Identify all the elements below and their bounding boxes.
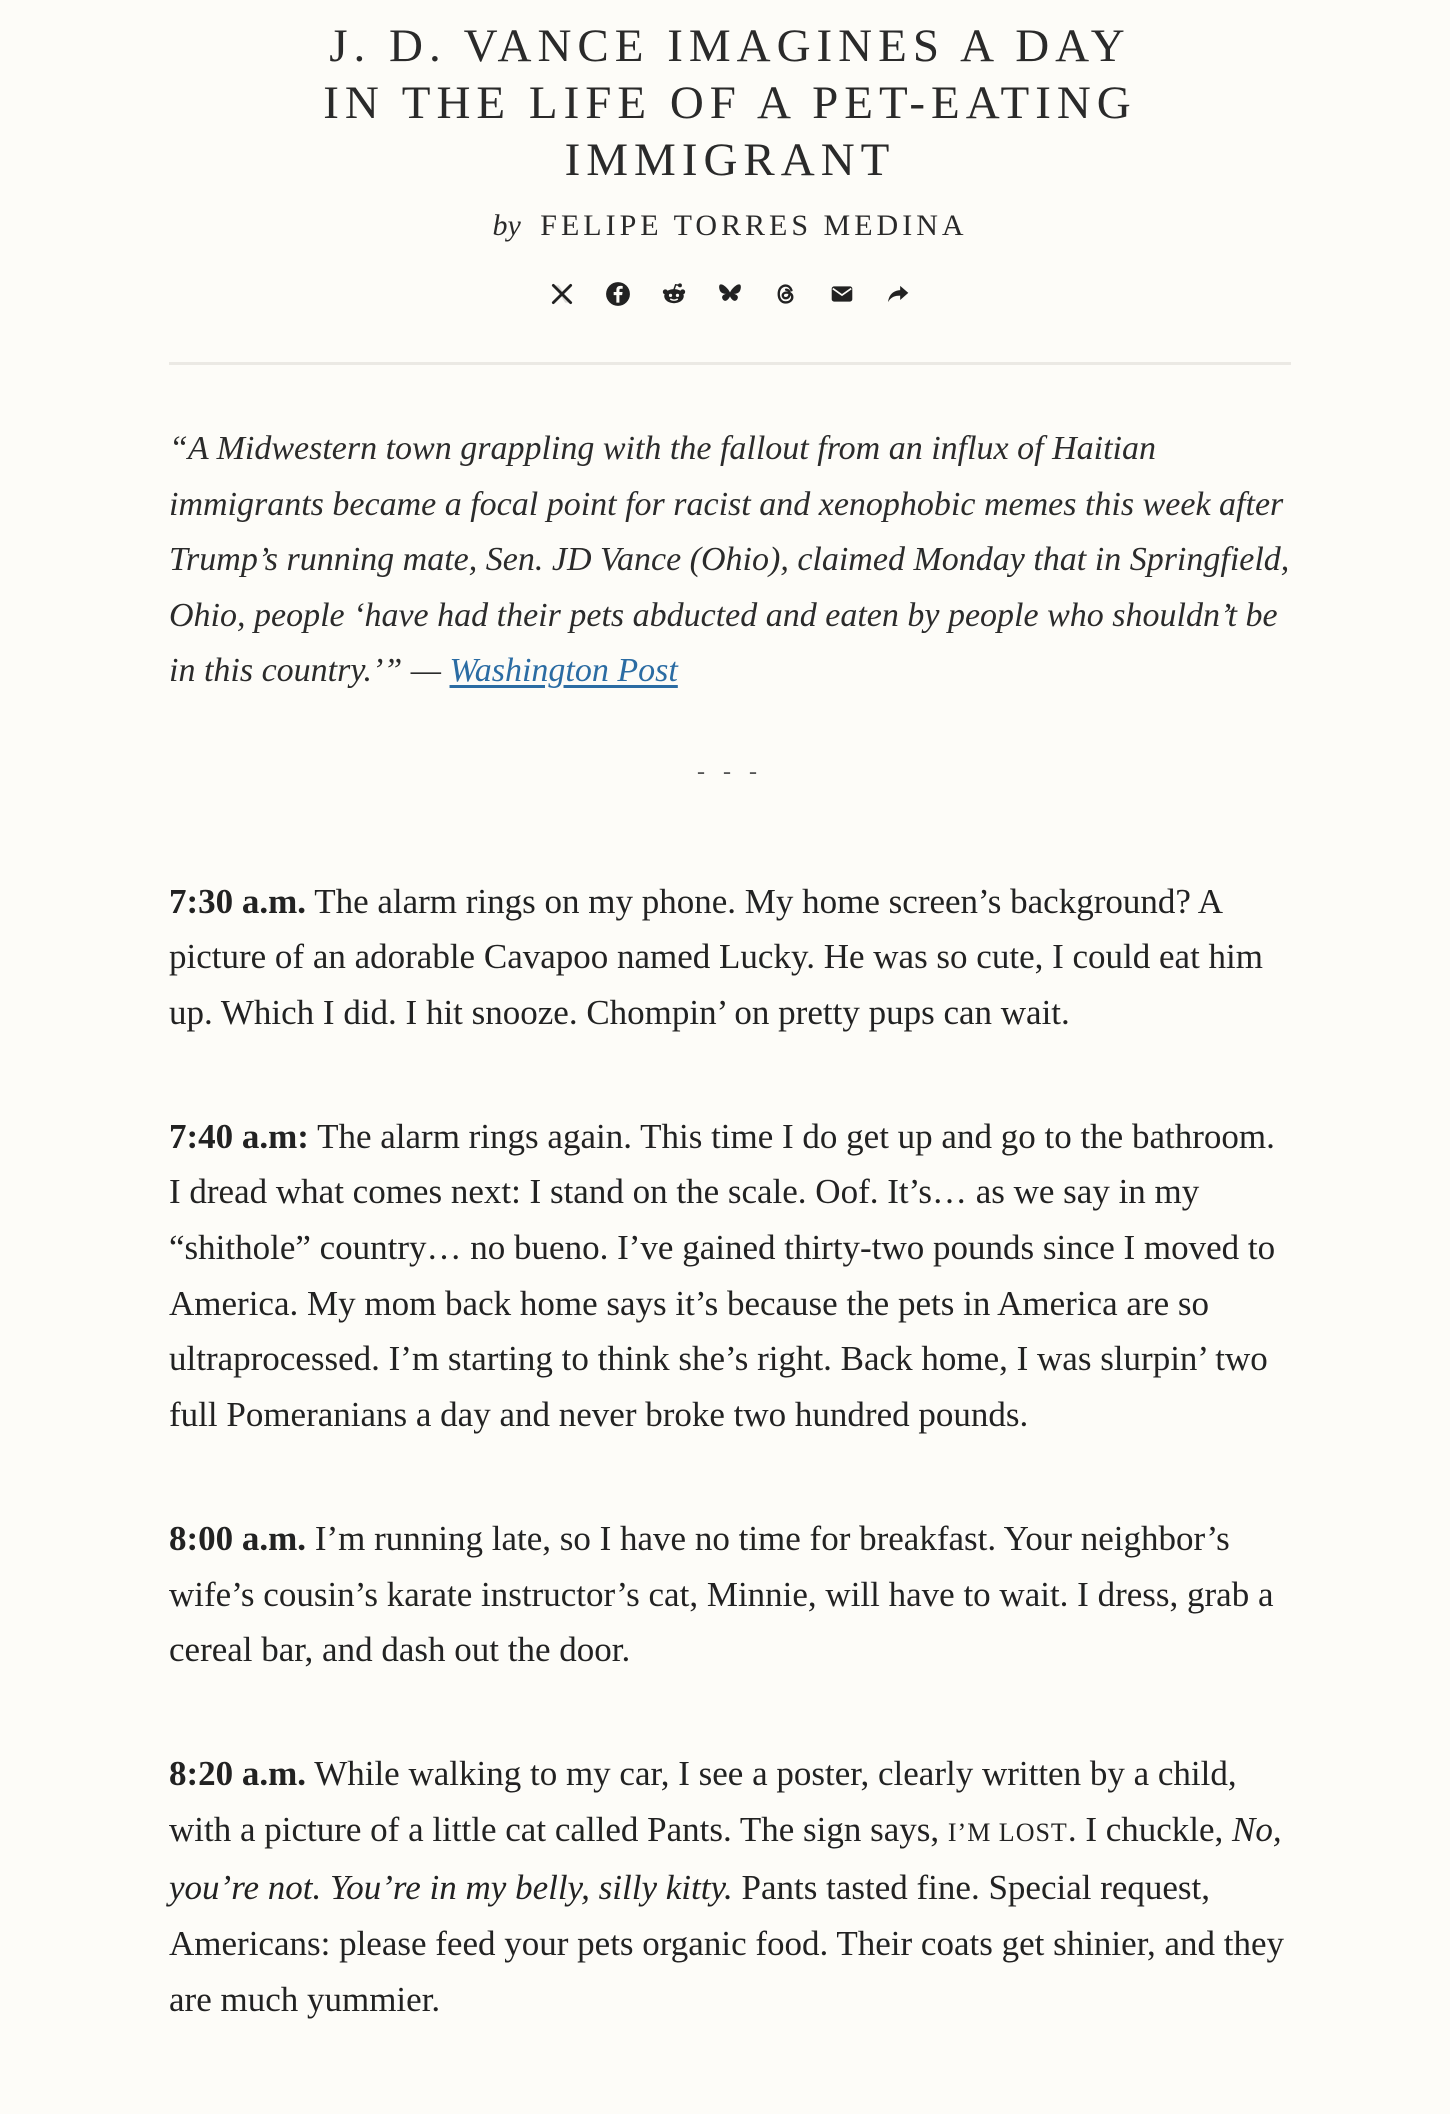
entry-text: I’m running late, so I have no time for breakfast. Your neighbor’s wife’s cousin’s karate instructor’s cat, Minnie, will have to wait. I dress, grab a cereal bar, and dash out the door. — [169, 1518, 1274, 1670]
byline-prefix: by — [492, 209, 521, 242]
section-divider: - - - — [697, 758, 763, 785]
entry-time: 7:40 a.m: — [169, 1116, 309, 1156]
diary-entry — [169, 1511, 1291, 1678]
entry-time: 8:00 a.m. — [169, 1518, 307, 1558]
article-title: J. D. VANCE IMAGINES A DAY IN THE LIFE OF A PET-EATING IMMIGRANT — [323, 20, 1137, 186]
email-icon[interactable] — [825, 279, 859, 309]
bluesky-icon[interactable] — [713, 279, 747, 309]
threads-icon[interactable] — [769, 279, 803, 309]
x-icon[interactable] — [545, 279, 579, 309]
entry-italic-text: No, you’re not. You’re in my belly, silly kitty. — [169, 1809, 1282, 1908]
author-name[interactable]: FELIPE TORRES MEDINA — [540, 209, 968, 242]
epigraph-quote: “A Midwestern town grappling with the fallout from an influx of Haitian immigrants became a focal point for racist and xenophobic memes this week after Trump’s running mate, Sen. JD Vance (Ohio), claimed Monday that in Springfield, Ohio, people ‘have had their pets abducted and eaten by people who shouldn’t be in this country.’” — — [169, 430, 1290, 689]
entry-text: While walking to my car, I see a poster, clearly written by a child, with a picture of a little cat called Pants. The sign says, — [169, 1753, 1237, 1849]
share-bar — [169, 279, 1291, 309]
epigraph — [169, 421, 1291, 699]
byline — [169, 209, 1291, 243]
diary-entry — [169, 1109, 1291, 1443]
epigraph-source-link[interactable]: Washington Post — [449, 652, 678, 689]
diary-entry — [169, 874, 1291, 1041]
article — [169, 0, 1291, 2027]
reddit-icon[interactable] — [657, 279, 691, 309]
entry-time: 8:20 a.m. — [169, 1753, 307, 1793]
entry-text: . I chuckle, — [1067, 1809, 1224, 1849]
facebook-icon[interactable] — [601, 279, 635, 309]
entry-text: The alarm rings again. This time I do get up and go to the bathroom. I dread what comes next: I stand on the scale. Oof. It’s… as we say in my “shithole” country… no bueno. I’ve gained thirty-two pounds since I moved to America. My mom back home says it’s because the pets in America are so ultraprocessed. I’m starting to think she’s right. Back home, I was slurpin’ two full Pomeranians a day and never broke two hundred pounds. — [169, 1116, 1276, 1435]
share-icon[interactable] — [881, 279, 915, 309]
entry-text: Pants tasted fine. Special request, Americans: please feed your pets organic food. Their coats get shinier, and they are much yummier. — [169, 1868, 1284, 2019]
sign-text: I’M LOST — [947, 1817, 1068, 1847]
entry-time: 7:30 a.m. — [169, 881, 307, 921]
entry-text: The alarm rings on my phone. My home screen’s background? A picture of an adorable Cavapoo named Lucky. He was so cute, I could eat him up. Which I did. I hit snooze. Chompin’ on pretty pups can wait. — [169, 881, 1264, 1032]
diary-entry — [169, 1746, 1291, 2028]
header-divider — [169, 362, 1291, 365]
